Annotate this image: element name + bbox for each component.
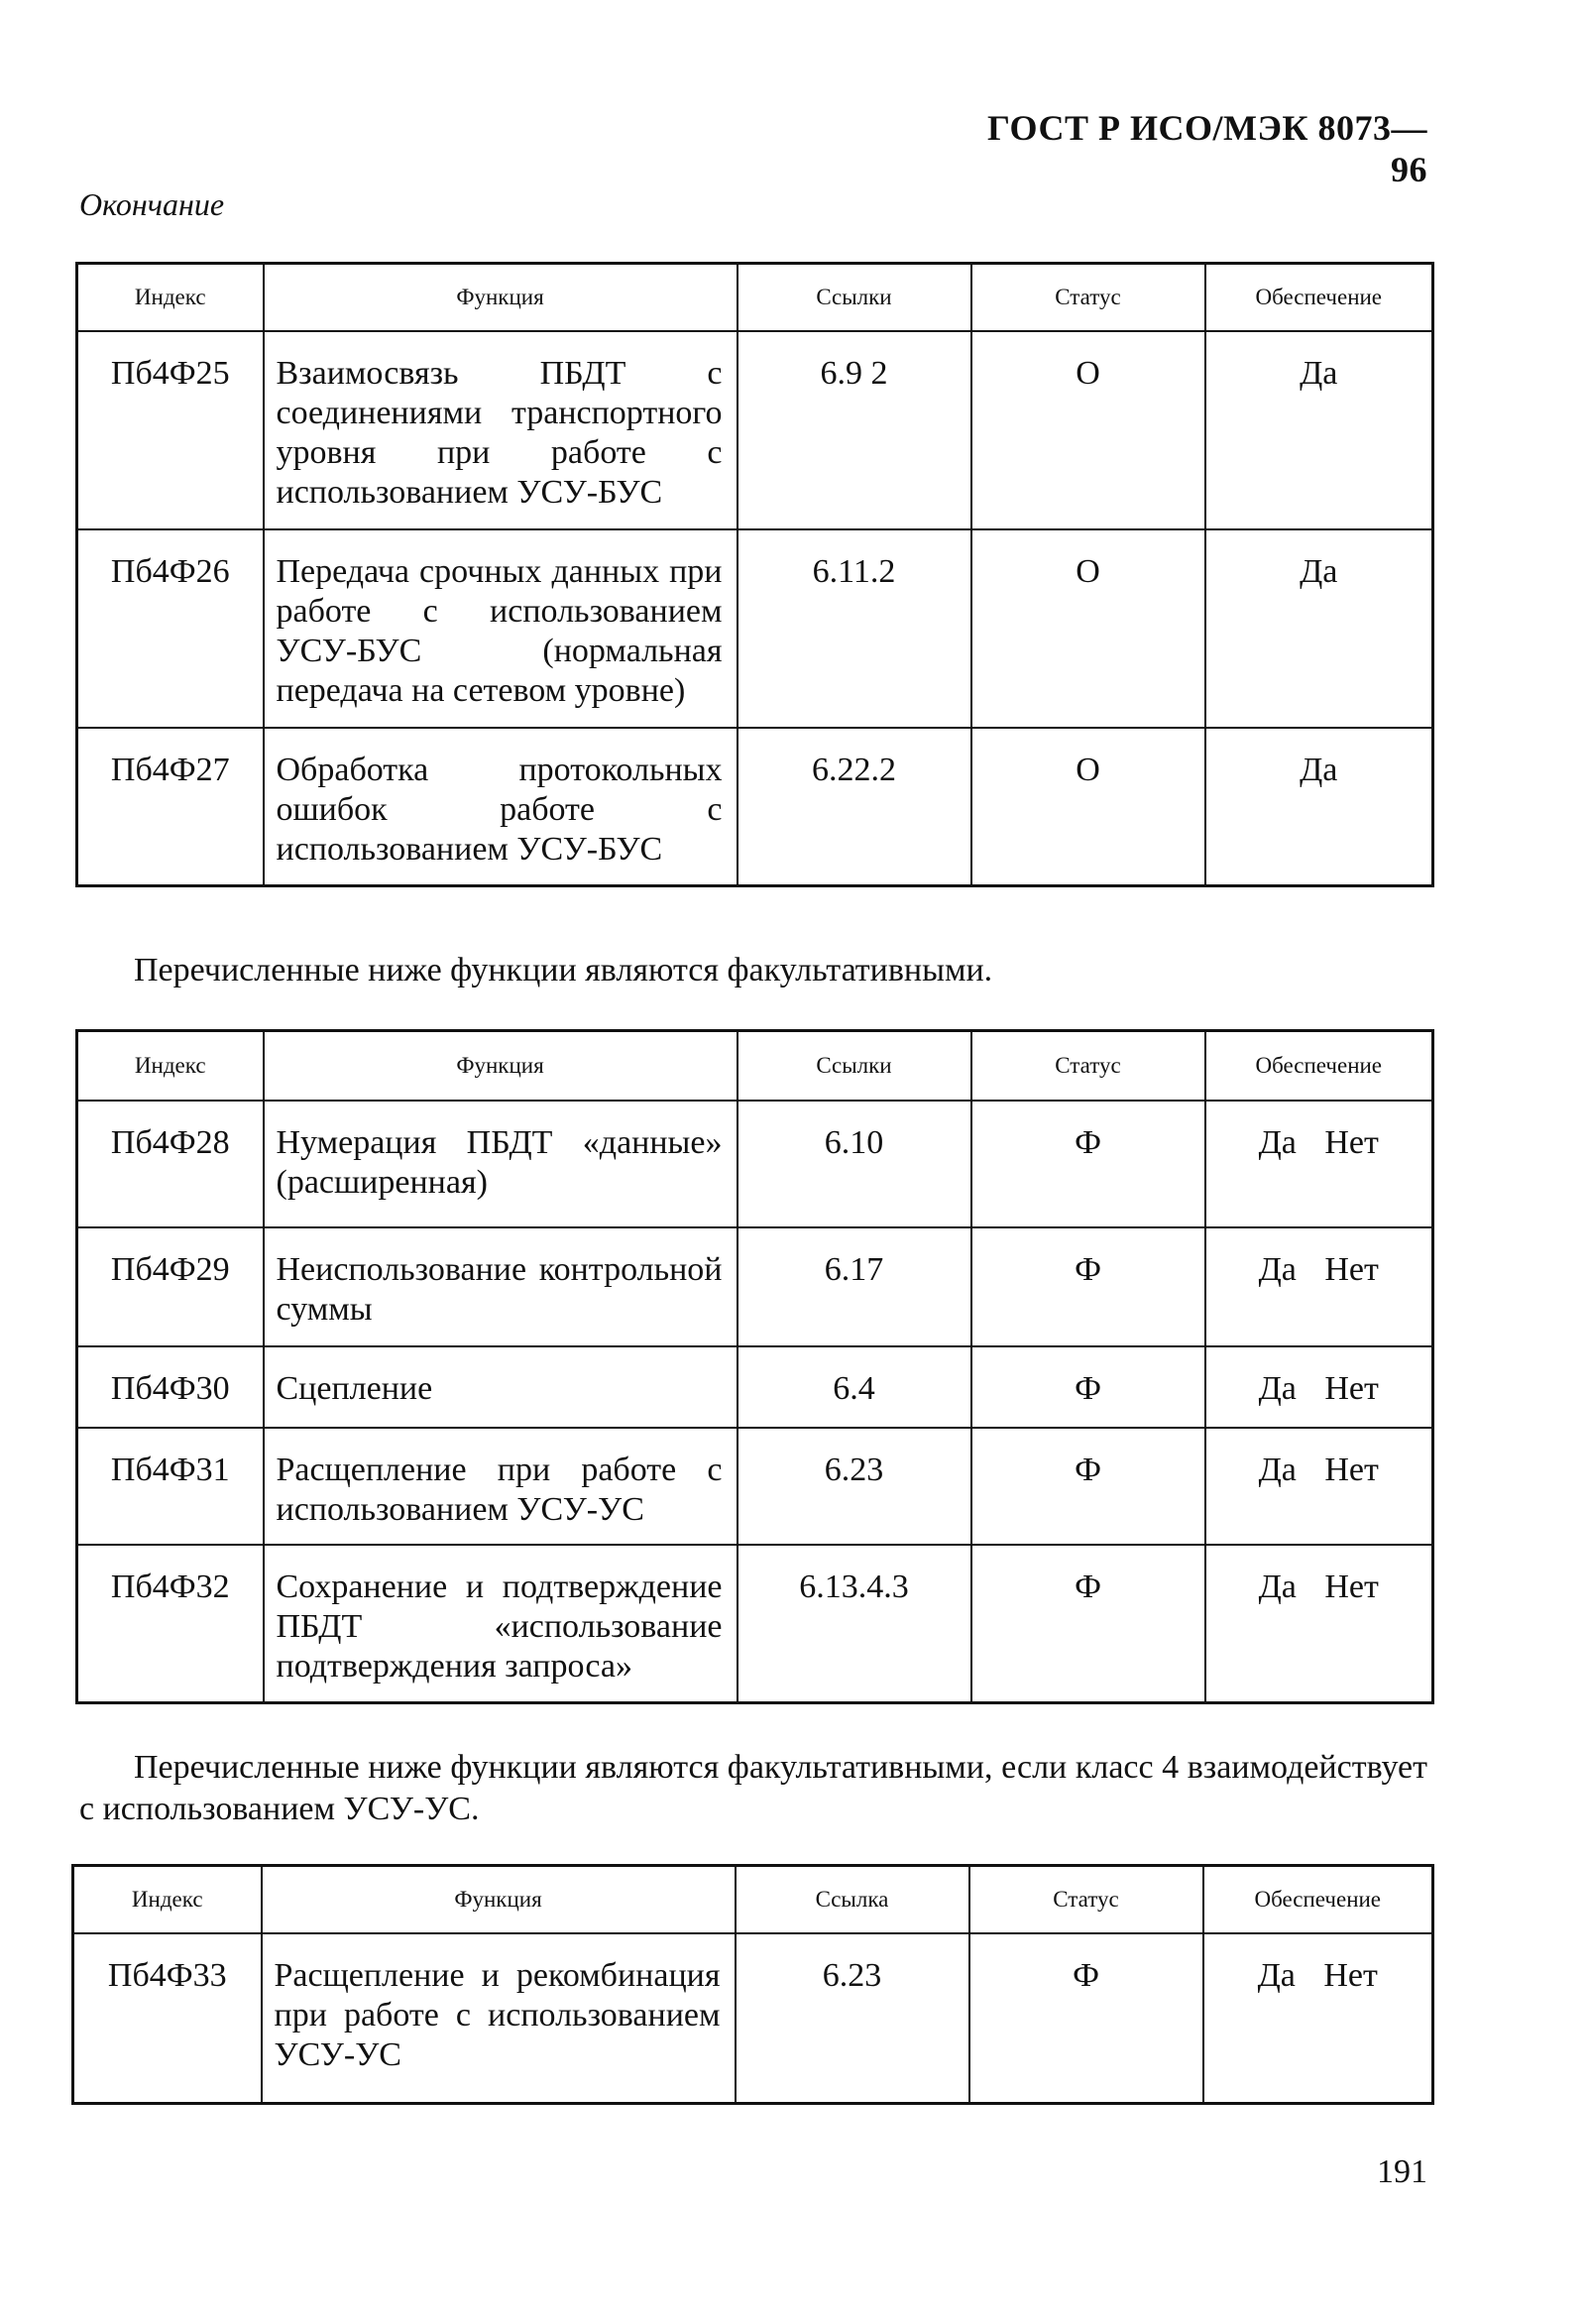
table-mandatory (75, 262, 1434, 887)
col-header-status: Статус (971, 264, 1205, 331)
col-header-refs: Ссылки (738, 264, 971, 331)
cell-status: О (971, 331, 1205, 529)
cell-support: Да (1205, 529, 1433, 728)
cell-status: Ф (969, 1933, 1203, 2104)
cell-status: Ф (971, 1428, 1205, 1545)
table-row (77, 1428, 1433, 1545)
cell-status: Ф (971, 1227, 1205, 1346)
cell-ref: 6.22.2 (738, 728, 971, 886)
table-optional-conditional (71, 1864, 1434, 2105)
cell-support: Да Нет (1203, 1933, 1433, 2104)
cell-support: Да (1205, 331, 1433, 529)
cell-support: Да Нет (1205, 1428, 1433, 1545)
table-header-row (77, 264, 1433, 331)
cell-function: Нумерация ПБДТ «данные» (расширенная) (264, 1101, 738, 1227)
cell-status: О (971, 529, 1205, 728)
table-row (77, 1346, 1433, 1428)
cell-status: Ф (971, 1101, 1205, 1227)
cell-function: Передача срочных данных при работе с использованием УСУ-БУС (нормальная передача на сетевом уровне) (264, 529, 738, 728)
cell-support: Да Нет (1205, 1346, 1433, 1428)
table-row (73, 1933, 1433, 2104)
table-optional (75, 1029, 1434, 1704)
cell-function: Расщепление при работе с использованием УСУ-УС (264, 1428, 738, 1545)
page-number: 191 (1377, 2153, 1427, 2190)
cell-support: Да Нет (1205, 1227, 1433, 1346)
cell-support: Да (1205, 728, 1433, 886)
col-header-support: Обеспечение (1205, 1031, 1433, 1101)
cell-function: Сцепление (264, 1346, 738, 1428)
cell-ref: 6.23 (736, 1933, 969, 2104)
cell-ref: 6.4 (738, 1346, 971, 1428)
col-header-index: Индекс (77, 1031, 264, 1101)
col-header-index: Индекс (77, 264, 264, 331)
col-header-function: Функция (264, 264, 738, 331)
cell-ref: 6.11.2 (738, 529, 971, 728)
cell-index: Пб4Ф30 (77, 1346, 264, 1428)
cell-index: Пб4Ф29 (77, 1227, 264, 1346)
document-code: ГОСТ Р ИСО/МЭК 8073—96 (987, 108, 1427, 189)
cell-status: Ф (971, 1346, 1205, 1428)
cell-index: Пб4Ф32 (77, 1545, 264, 1703)
paragraph-optional-conditional: Перечисленные ниже функции являются факультативными, если класс 4 взаимодействует с использованием УСУ-УС. (79, 1749, 1427, 1827)
cell-ref: 6.17 (738, 1227, 971, 1346)
table-row (77, 728, 1433, 886)
table-row (77, 1101, 1433, 1227)
cell-index: Пб4Ф25 (77, 331, 264, 529)
col-header-support: Обеспечение (1205, 264, 1433, 331)
cell-status: О (971, 728, 1205, 886)
cell-ref: 6.10 (738, 1101, 971, 1227)
col-header-refs: Ссылки (738, 1031, 971, 1101)
cell-index: Пб4Ф27 (77, 728, 264, 886)
table-header-row (77, 1031, 1433, 1101)
col-header-function: Функция (264, 1031, 738, 1101)
cell-status: Ф (971, 1545, 1205, 1703)
table-row (77, 331, 1433, 529)
paragraph-optional: Перечисленные ниже функции являются факультативными. (134, 952, 993, 988)
table-row (77, 529, 1433, 728)
cell-index: Пб4Ф26 (77, 529, 264, 728)
cell-function: Сохранение и подтверждение ПБДТ «использование подтверждения запроса» (264, 1545, 738, 1703)
cell-function: Расщепление и рекомбинация при работе с использованием УСУ-УС (262, 1933, 736, 2104)
continuation-label: Окончание (79, 186, 225, 222)
cell-index: Пб4Ф28 (77, 1101, 264, 1227)
col-header-ref: Ссылка (736, 1866, 969, 1933)
cell-ref: 6.23 (738, 1428, 971, 1545)
cell-ref: 6.13.4.3 (738, 1545, 971, 1703)
table-row (77, 1227, 1433, 1346)
cell-support: Да Нет (1205, 1101, 1433, 1227)
col-header-support: Обеспечение (1203, 1866, 1433, 1933)
col-header-status: Статус (969, 1866, 1203, 1933)
col-header-index: Индекс (73, 1866, 262, 1933)
table-header-row (73, 1866, 1433, 1933)
cell-function: Взаимосвязь ПБДТ с соединениями транспортного уровня при работе с использованием УСУ-БУС (264, 331, 738, 529)
cell-index: Пб4Ф31 (77, 1428, 264, 1545)
col-header-status: Статус (971, 1031, 1205, 1101)
cell-function: Обработка протокольных ошибок работе с использованием УСУ-БУС (264, 728, 738, 886)
cell-ref: 6.9 2 (738, 331, 971, 529)
cell-support: Да Нет (1205, 1545, 1433, 1703)
table-row (77, 1545, 1433, 1703)
cell-index: Пб4Ф33 (73, 1933, 262, 2104)
col-header-function: Функция (262, 1866, 736, 1933)
cell-function: Неиспользование контрольной суммы (264, 1227, 738, 1346)
